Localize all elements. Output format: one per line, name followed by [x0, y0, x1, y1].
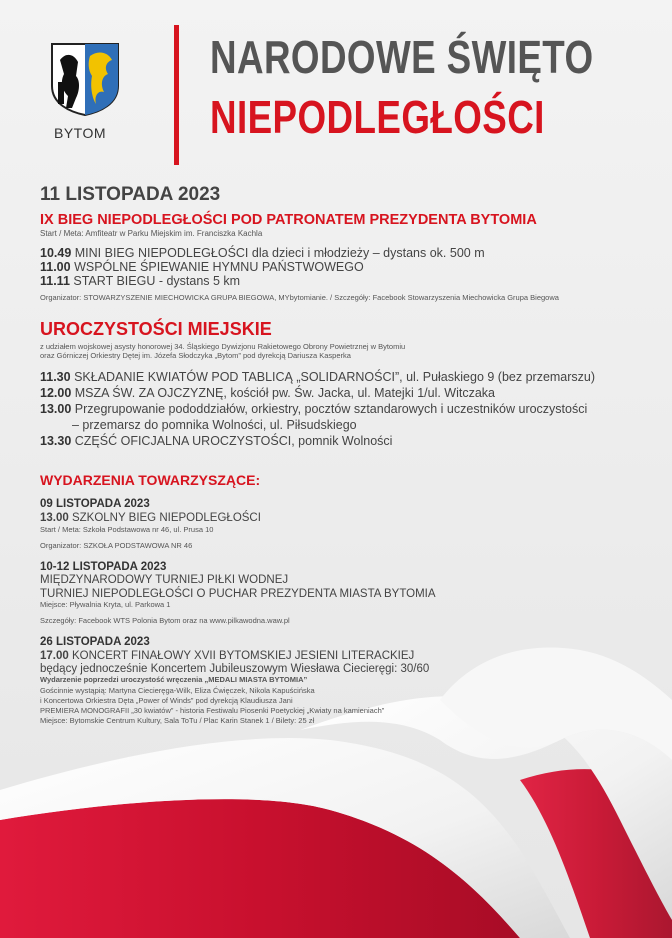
item-text: MSZA ŚW. ZA OJCZYZNĘ, kościół pw. Św. Jacka, ul. Matejki 1/ul. Witczaka	[71, 386, 496, 400]
city-name: BYTOM	[54, 125, 107, 141]
time: 10.49	[40, 246, 72, 260]
ceremony-title: UROCZYSTOŚCI MIEJSKIE	[40, 319, 272, 339]
event1-meta: Start / Meta: Szkoła Podstawowa nr 46, ul. Prusa 10	[40, 525, 214, 534]
item-text: MINI BIEG NIEPODLEGŁOŚCI dla dzieci i młodzieży – dystans ok. 500 m	[71, 246, 485, 260]
event3-note2: Gościnnie wystąpią: Martyna Ciecieręga-Wilk, Eliza Ćwięczek, Nikola Kapuścińska	[40, 686, 315, 695]
event3-date: 26 LISTOPADA 2023	[40, 636, 150, 648]
event3-line1	[40, 650, 414, 663]
ceremony-item-3	[40, 402, 587, 417]
item-text: WSPÓLNE ŚPIEWANIE HYMNU PAŃSTWOWEGO	[70, 260, 364, 274]
ceremony-note-line1: z udziałem wojskowej asysty honorowej 34. Śląskiego Dywizjonu Rakietowego Obrony Powietrznej w Bytomiu	[40, 342, 406, 351]
event-text: KONCERT FINAŁOWY XVII BYTOMSKIEJ JESIENI LITERACKIEJ	[68, 650, 415, 662]
event3-note1: Wydarzenie poprzedzi uroczystość wręczenia „MEDALI MIASTA BYTOMIA”	[40, 675, 308, 684]
time: 11.30	[40, 370, 71, 384]
event3-note4: PREMIERA MONOGRAFII „30 kwiatów” - historia Festiwalu Piosenki Poetyckiej „Kwiaty na kamieniach”	[40, 706, 385, 715]
side-events-title: WYDARZENIA TOWARZYSZĄCE:	[40, 472, 261, 488]
race-item-1	[40, 246, 485, 261]
ceremony-item-1	[40, 370, 595, 385]
time: 13.00	[40, 402, 72, 416]
time: 11.00	[40, 260, 71, 274]
item-text: SKŁADANIE KWIATÓW POD TABLICĄ „SOLIDARNOŚCI”, ul. Pułaskiego 9 (bez przemarszu)	[70, 370, 596, 384]
time: 13.30	[40, 434, 72, 448]
event2-details: Szczegóły: Facebook WTS Polonia Bytom oraz na www.pilkawodna.waw.pl	[40, 616, 290, 625]
ceremony-item-3-cont	[72, 418, 357, 433]
race-date: 11 LISTOPADA 2023	[40, 184, 221, 205]
event3-line2: będący jednocześnie Koncertem Jubileuszowym Wiesława Ciecieręgi: 30/60	[40, 663, 430, 675]
event2-line1: MIĘDZYNARODOWY TURNIEJ PIŁKI WODNEJ	[40, 574, 289, 586]
item-text: CZĘŚĆ OFICJALNA UROCZYSTOŚCI, pomnik Wolności	[71, 434, 393, 448]
page-title-line2: NIEPODLEGŁOŚCI	[210, 91, 545, 143]
event1-title	[40, 512, 261, 525]
race-start-meta: Start / Meta: Amfiteatr w Parku Miejskim im. Franciszka Kachla	[40, 229, 263, 238]
race-title: IX BIEG NIEPODLEGŁOŚCI POD PATRONATEM PREZYDENTA BYTOMIA	[40, 212, 537, 228]
title-divider	[174, 25, 179, 165]
time: 13.00	[40, 512, 69, 524]
race-item-3	[40, 274, 240, 289]
item-text: Przegrupowanie pododdziałów, orkiestry, pocztów sztandarowych i uczestników uroczystości	[71, 402, 588, 416]
item-text: – przemarsz do pomnika Wolności, ul. Piłsudskiego	[72, 418, 357, 432]
time: 17.00	[40, 650, 69, 662]
event1-organizer: Organizator: SZKOŁA PODSTAWOWA NR 46	[40, 541, 193, 550]
event2-line2: TURNIEJ NIEPODLEGŁOŚCI O PUCHAR PREZYDENTA MIASTA BYTOMIA	[40, 588, 436, 600]
event2-meta: Miejsce: Pływalnia Kryta, ul. Parkowa 1	[40, 600, 171, 609]
race-item-2	[40, 260, 364, 275]
race-organizer: Organizator: STOWARZYSZENIE MIECHOWICKA GRUPA BIEGOWA, MYbytomianie. / Szczegóły: Facebook Stowarzyszenia Miechowicka Grupa Biegowa	[40, 293, 559, 302]
item-text: START BIEGU - dystans 5 km	[69, 274, 241, 288]
ceremony-note-line2: oraz Górniczej Orkiestry Dętej im. Józefa Słodczyka „Bytom” pod dyrekcją Dariusza Kasperka	[40, 351, 351, 360]
ceremony-item-4	[40, 434, 392, 449]
event1-date: 09 LISTOPADA 2023	[40, 498, 150, 510]
page-title-line1: NARODOWE ŚWIĘTO	[210, 31, 594, 83]
event3-note5: Miejsce: Bytomskie Centrum Kultury, Sala ToTu / Plac Karin Stanek 1 / Bilety: 25 zł	[40, 716, 315, 725]
ceremony-item-2	[40, 386, 495, 401]
event3-note3: i Koncertowa Orkiestra Dęta „Power of Winds” pod dyrekcją Klaudiusza Jani	[40, 696, 293, 705]
event-text: SZKOLNY BIEG NIEPODLEGŁOŚCI	[68, 512, 261, 524]
bytom-coat-of-arms-icon	[50, 42, 120, 116]
event2-date: 10-12 LISTOPADA 2023	[40, 561, 167, 573]
time: 11.11	[40, 274, 70, 288]
time: 12.00	[40, 386, 72, 400]
